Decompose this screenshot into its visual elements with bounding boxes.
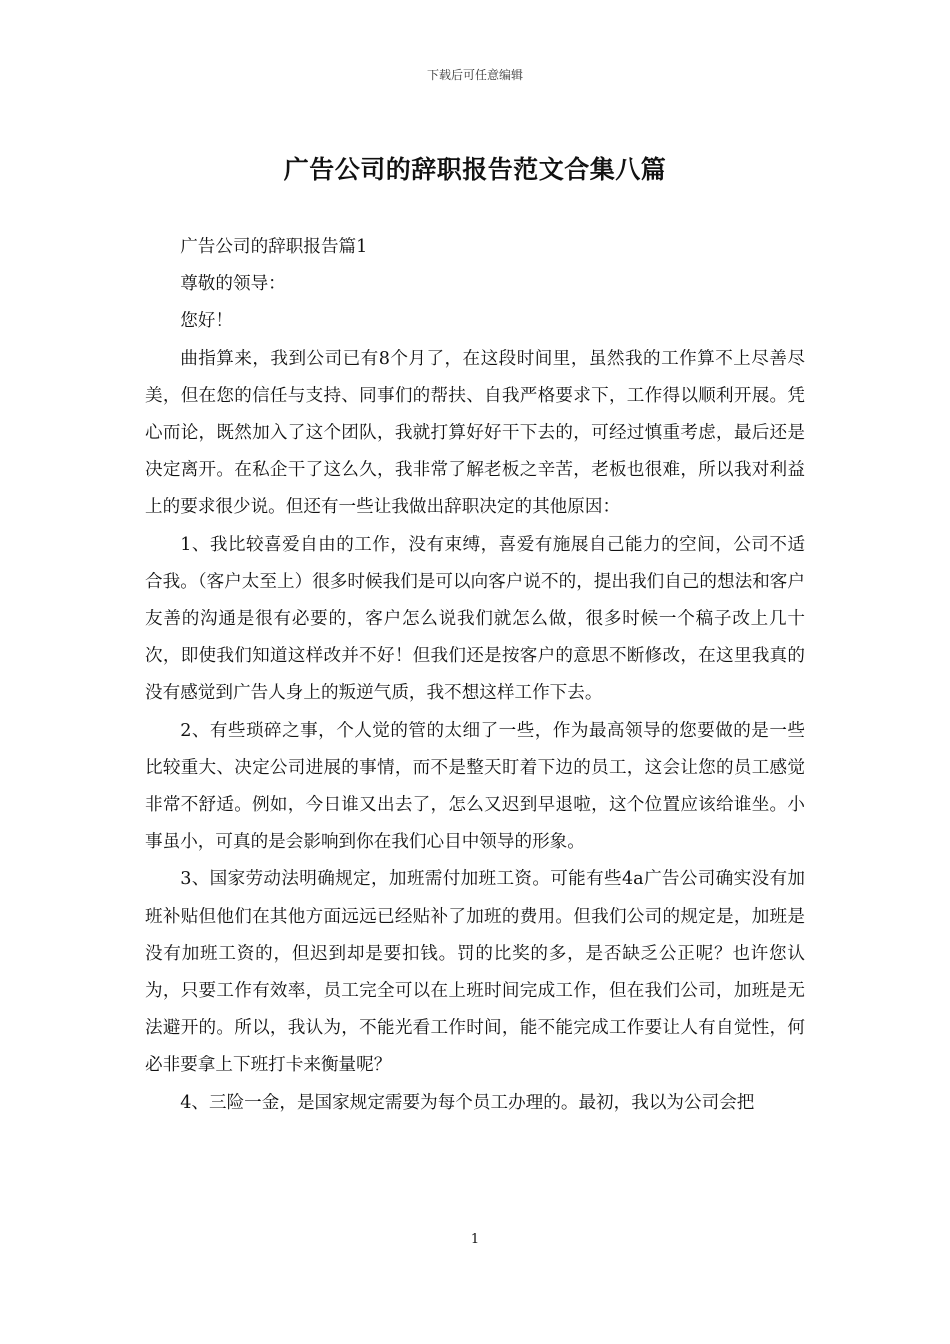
document-body: [145, 229, 805, 1122]
paragraph-reason-1: 1、我比较喜爱自由的工作，没有束缚，喜爱有施展自己能力的空间，公司不适合我。（客户太至上）很多时候我们是可以向客户说不的，提出我们自己的想法和客户友善的沟通是很有必要的，客户怎么说我们就怎么做，很多时候一个稿子改上几十次，即使我们知道这样改并不好！但我们还是按客户的意思不断修改，在这里我真的没有感觉到广告人身上的叛逆气质，我不想这样工作下去。: [145, 534, 805, 704]
greeting: 您好！: [180, 311, 233, 332]
paragraph-intro: 曲指算来，我到公司已有8个月了，在这段时间里，虽然我的工作算不上尽善尽美，但在您的信任与支持、同事们的帮扶、自我严格要求下，工作得以顺利开展。凭心而论，既然加入了这个团队，我就打算好好干下去的，可经过慎重考虑，最后还是决定离开。在私企干了这么久，我非常了解老板之辛苦，老板也很难，所以我对利益上的要求很少说。但还有一些让我做出辞职决定的其他原因：: [145, 348, 805, 518]
paragraph-reason-2: 2、有些琐碎之事，个人觉的管的太细了一些，作为最高领导的您要做的是一些比较重大、决定公司进展的事情，而不是整天盯着下边的员工，这会让您的员工感觉非常不舒适。例如，今日谁又出去了，怎么又迟到早退啦，这个位置应该给谁坐。小事虽小，可真的是会影响到你在我们心目中领导的形象。: [145, 720, 805, 853]
paragraph-reason-4: 4、三险一金，是国家规定需要为每个员工办理的。最初，我以为公司会把: [180, 1092, 755, 1113]
header-note: 下载后可任意编辑: [426, 68, 523, 82]
salutation: 尊敬的领导：: [180, 274, 286, 295]
document-title: 广告公司的辞职报告范文合集八篇: [283, 155, 667, 184]
page-number: 1: [470, 1232, 480, 1247]
section-heading: 广告公司的辞职报告篇1: [180, 237, 368, 257]
paragraph-reason-3: 3、国家劳动法明确规定，加班需付加班工资。可能有些4a广告公司确实没有加班补贴但他们在其他方面远远已经贴补了加班的费用。但我们公司的规定是，加班是没有加班工资的，但迟到却是要扣钱。罚的比奖的多，是否缺乏公正呢？也许您认为，只要工作有效率，员工完全可以在上班时间完成工作，但在我们公司，加班是无法避开的。所以，我认为，不能光看工作时间，能不能完成工作要让人有自觉性，何必非要拿上下班打卡来衡量呢？: [145, 869, 805, 1076]
